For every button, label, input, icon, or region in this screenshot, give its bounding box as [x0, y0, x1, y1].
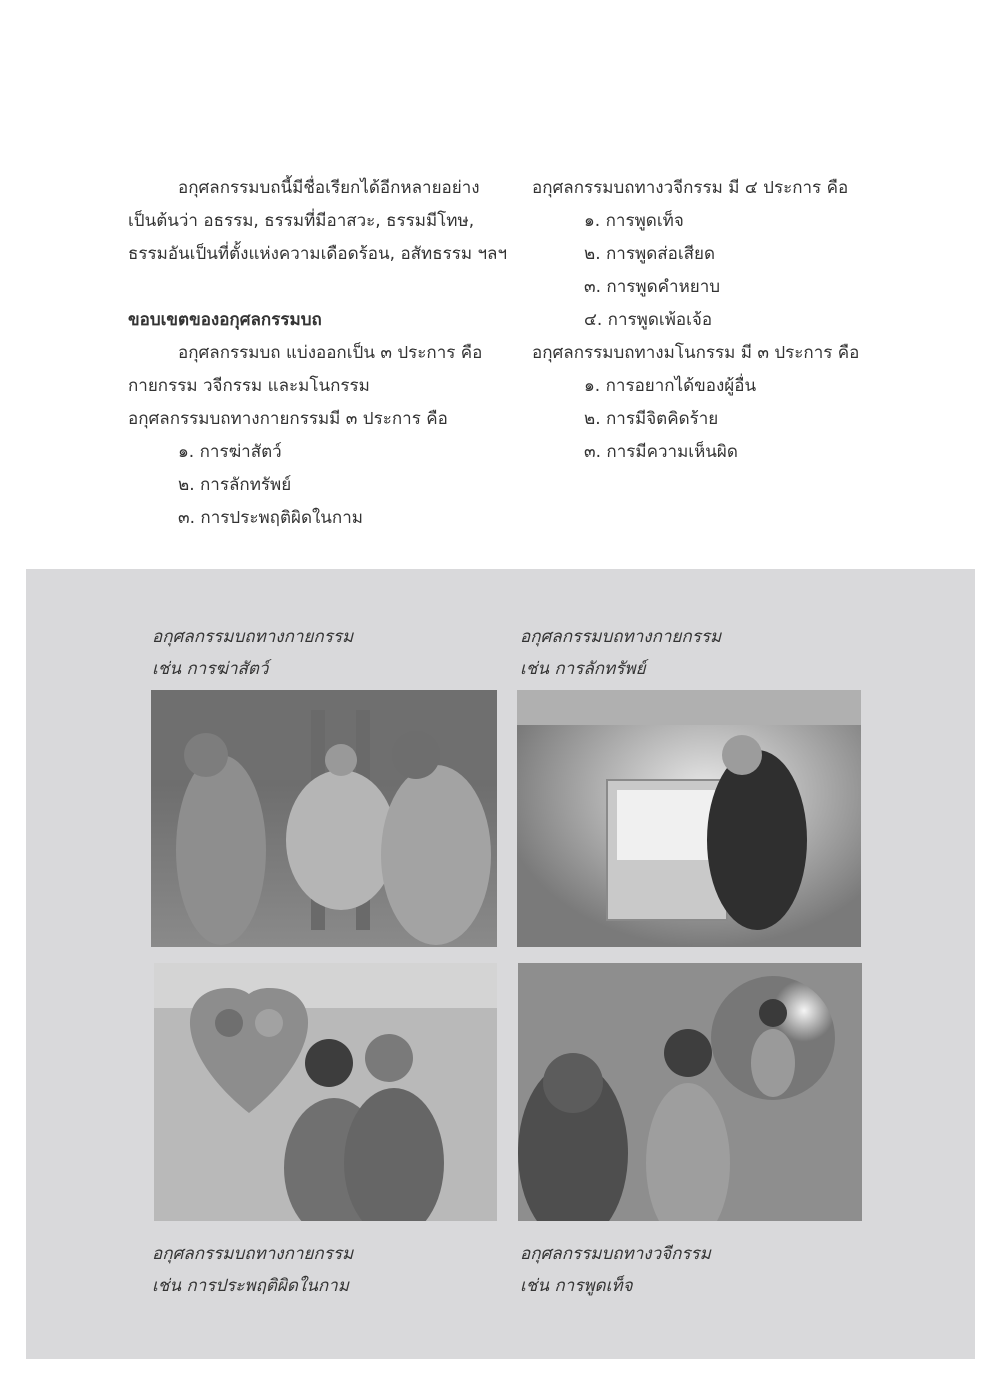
speech-item-2: ๒. การพูดส่อเสียด — [584, 244, 716, 264]
division-line-2: กายกรรม วจีกรรม และมโนกรรม — [128, 376, 370, 396]
intro-line-2: เป็นต้นว่า อธรรม, ธรรมที่มีอาสวะ, ธรรมมีโทษ, — [128, 211, 475, 231]
mind-item-1: ๑. การอยากได้ของผู้อื่น — [584, 376, 757, 396]
intro-line-1: อกุศลกรรมบถนี้มีชื่อเรียกได้อีกหลายอย่าง — [178, 178, 480, 198]
speech-item-3: ๓. การพูดคำหยาบ — [584, 277, 721, 297]
speech-item-1: ๑. การพูดเท็จ — [584, 211, 684, 231]
left-column — [128, 172, 507, 535]
caption-sexual-misconduct-line-2: เช่น การประพฤติผิดในกาม — [152, 1276, 349, 1296]
speech-karma-intro: อกุศลกรรมบถทางวจีกรรม มี ๔ ประการ คือ — [532, 178, 849, 198]
caption-sexual-misconduct-line-1: อกุศลกรรมบถทางกายกรรม — [152, 1244, 354, 1264]
illustration-panel — [26, 569, 975, 1359]
speech-item-4: ๔. การพูดเพ้อเจ้อ — [584, 310, 713, 330]
caption-lying-line-1: อกุศลกรรมบถทางวจีกรรม — [520, 1244, 711, 1264]
caption-lying — [520, 1238, 711, 1302]
illustration-killing-animal — [151, 690, 497, 947]
illustration-lying — [518, 963, 862, 1221]
body-karma-intro: อกุศลกรรมบถทางกายกรรมมี ๓ ประการ คือ — [128, 409, 448, 429]
caption-stealing-line-2: เช่น การลักทรัพย์ — [520, 659, 646, 679]
mind-item-2: ๒. การมีจิตคิดร้าย — [584, 409, 719, 429]
caption-stealing-line-1: อกุศลกรรมบถทางกายกรรม — [520, 627, 722, 647]
body-item-1: ๑. การฆ่าสัตว์ — [178, 442, 282, 462]
caption-sexual-misconduct — [152, 1238, 353, 1302]
section-heading: ขอบเขตของอกุศลกรรมบถ — [128, 310, 322, 330]
right-column — [532, 172, 882, 469]
caption-lying-line-2: เช่น การพูดเท็จ — [520, 1276, 633, 1296]
illustration-stealing — [517, 690, 861, 947]
intro-line-3: ธรรมอันเป็นที่ตั้งแห่งความเดือดร้อน, อสัทธรรม ฯลฯ — [128, 244, 507, 264]
caption-stealing — [520, 621, 721, 685]
caption-killing-line-2: เช่น การฆ่าสัตว์ — [152, 659, 269, 679]
illustration-sexual-misconduct — [154, 963, 497, 1221]
caption-killing-line-1: อกุศลกรรมบถทางกายกรรม — [152, 627, 354, 647]
division-line-1: อกุศลกรรมบถ แบ่งออกเป็น ๓ ประการ คือ — [178, 343, 483, 363]
caption-killing — [152, 621, 353, 685]
mind-item-3: ๓. การมีความเห็นผิด — [584, 442, 738, 462]
mind-karma-intro: อกุศลกรรมบถทางมโนกรรม มี ๓ ประการ คือ — [532, 343, 860, 363]
body-item-2: ๒. การลักทรัพย์ — [178, 475, 292, 495]
body-item-3: ๓. การประพฤติผิดในกาม — [178, 508, 363, 528]
